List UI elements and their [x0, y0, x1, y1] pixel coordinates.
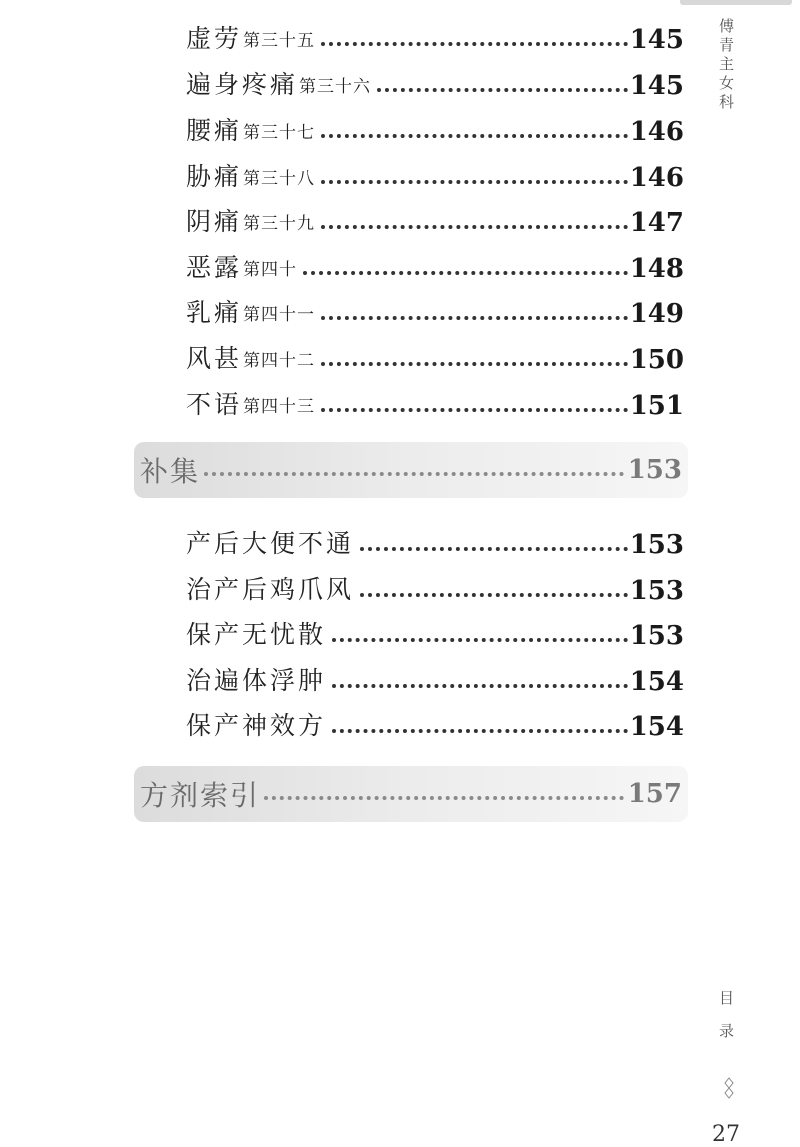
toc-entry[interactable] [186, 382, 684, 422]
dot-leader [360, 547, 628, 551]
dot-leader [321, 316, 628, 320]
dot-leader [321, 180, 628, 184]
section-heading-buji[interactable] [134, 442, 688, 498]
entry-page: 146 [629, 117, 684, 147]
book-title-vertical: 傅青主女科 [717, 18, 735, 113]
entry-page: 145 [629, 71, 684, 101]
entry-page: 147 [629, 208, 684, 238]
entry-title: 虚劳 [186, 24, 243, 53]
entry-title: 阴痛 [186, 207, 243, 236]
toc-entry[interactable] [186, 62, 684, 102]
toc-entry[interactable] [186, 658, 684, 698]
dot-leader [204, 472, 624, 476]
dot-leader [264, 796, 624, 800]
section-title: 补集 [140, 455, 201, 488]
entry-title: 胁痛 [186, 162, 243, 191]
dot-leader [321, 408, 628, 412]
toc-entry[interactable] [186, 108, 684, 148]
dot-leader [332, 729, 628, 733]
entry-page: 153 [629, 530, 684, 560]
dot-leader [321, 362, 628, 366]
entry-page: 153 [629, 621, 684, 651]
entry-title: 不语 [186, 390, 243, 419]
dot-leader [360, 593, 628, 597]
entry-title: 恶露 [186, 253, 243, 282]
entry-chapter: 第三十五 [243, 31, 316, 51]
entry-page: 151 [629, 391, 684, 421]
entry-title: 保产无忧散 [186, 620, 327, 649]
entry-title: 遍身疼痛 [186, 70, 299, 99]
section-page: 157 [627, 779, 682, 809]
toc-entry[interactable] [186, 703, 684, 743]
entry-page: 149 [629, 299, 684, 329]
entry-title: 腰痛 [186, 116, 243, 145]
entry-chapter: 第四十一 [243, 305, 316, 325]
entry-page: 145 [629, 25, 684, 55]
entry-page: 154 [629, 667, 684, 697]
toc-entry[interactable] [186, 245, 684, 285]
dot-leader [332, 684, 628, 688]
entry-page: 153 [629, 576, 684, 606]
toc-entry[interactable] [186, 336, 684, 376]
section-title: 方剂索引 [140, 779, 261, 812]
entry-chapter: 第三十八 [243, 169, 316, 189]
dot-leader [321, 134, 628, 138]
toc-entry[interactable] [186, 290, 684, 330]
dot-leader [377, 88, 628, 92]
toc-entry[interactable] [186, 567, 684, 607]
entry-title: 产后大便不通 [186, 529, 355, 558]
section-page: 153 [627, 455, 682, 485]
toc-entry[interactable] [186, 154, 684, 194]
entry-chapter: 第三十六 [299, 77, 372, 97]
entry-chapter: 第三十七 [243, 123, 316, 143]
dot-leader [303, 271, 628, 275]
header-tab-decoration [680, 0, 792, 5]
toc-entry[interactable] [186, 199, 684, 239]
entry-title: 风甚 [186, 344, 243, 373]
entry-page: 154 [629, 712, 684, 742]
dot-leader [321, 225, 628, 229]
toc-entry[interactable] [186, 521, 684, 561]
section-label-vertical: 目录 [717, 990, 735, 1056]
entry-title: 乳痛 [186, 298, 243, 327]
ornament-icon [724, 1077, 734, 1099]
toc-entry[interactable] [186, 16, 684, 56]
entry-chapter: 第三十九 [243, 214, 316, 234]
entry-page: 148 [629, 254, 684, 284]
page-number: 27 [712, 1122, 740, 1147]
toc-entry[interactable] [186, 612, 684, 652]
entry-chapter: 第四十 [243, 260, 298, 280]
entry-page: 150 [629, 345, 684, 375]
entry-page: 146 [629, 163, 684, 193]
entry-title: 治产后鸡爪风 [186, 575, 355, 604]
entry-title: 保产神效方 [186, 711, 327, 740]
dot-leader [321, 42, 628, 46]
entry-chapter: 第四十三 [243, 397, 316, 417]
section-heading-index[interactable] [134, 766, 688, 822]
entry-chapter: 第四十二 [243, 351, 316, 371]
dot-leader [332, 638, 628, 642]
entry-title: 治遍体浮肿 [186, 666, 327, 695]
